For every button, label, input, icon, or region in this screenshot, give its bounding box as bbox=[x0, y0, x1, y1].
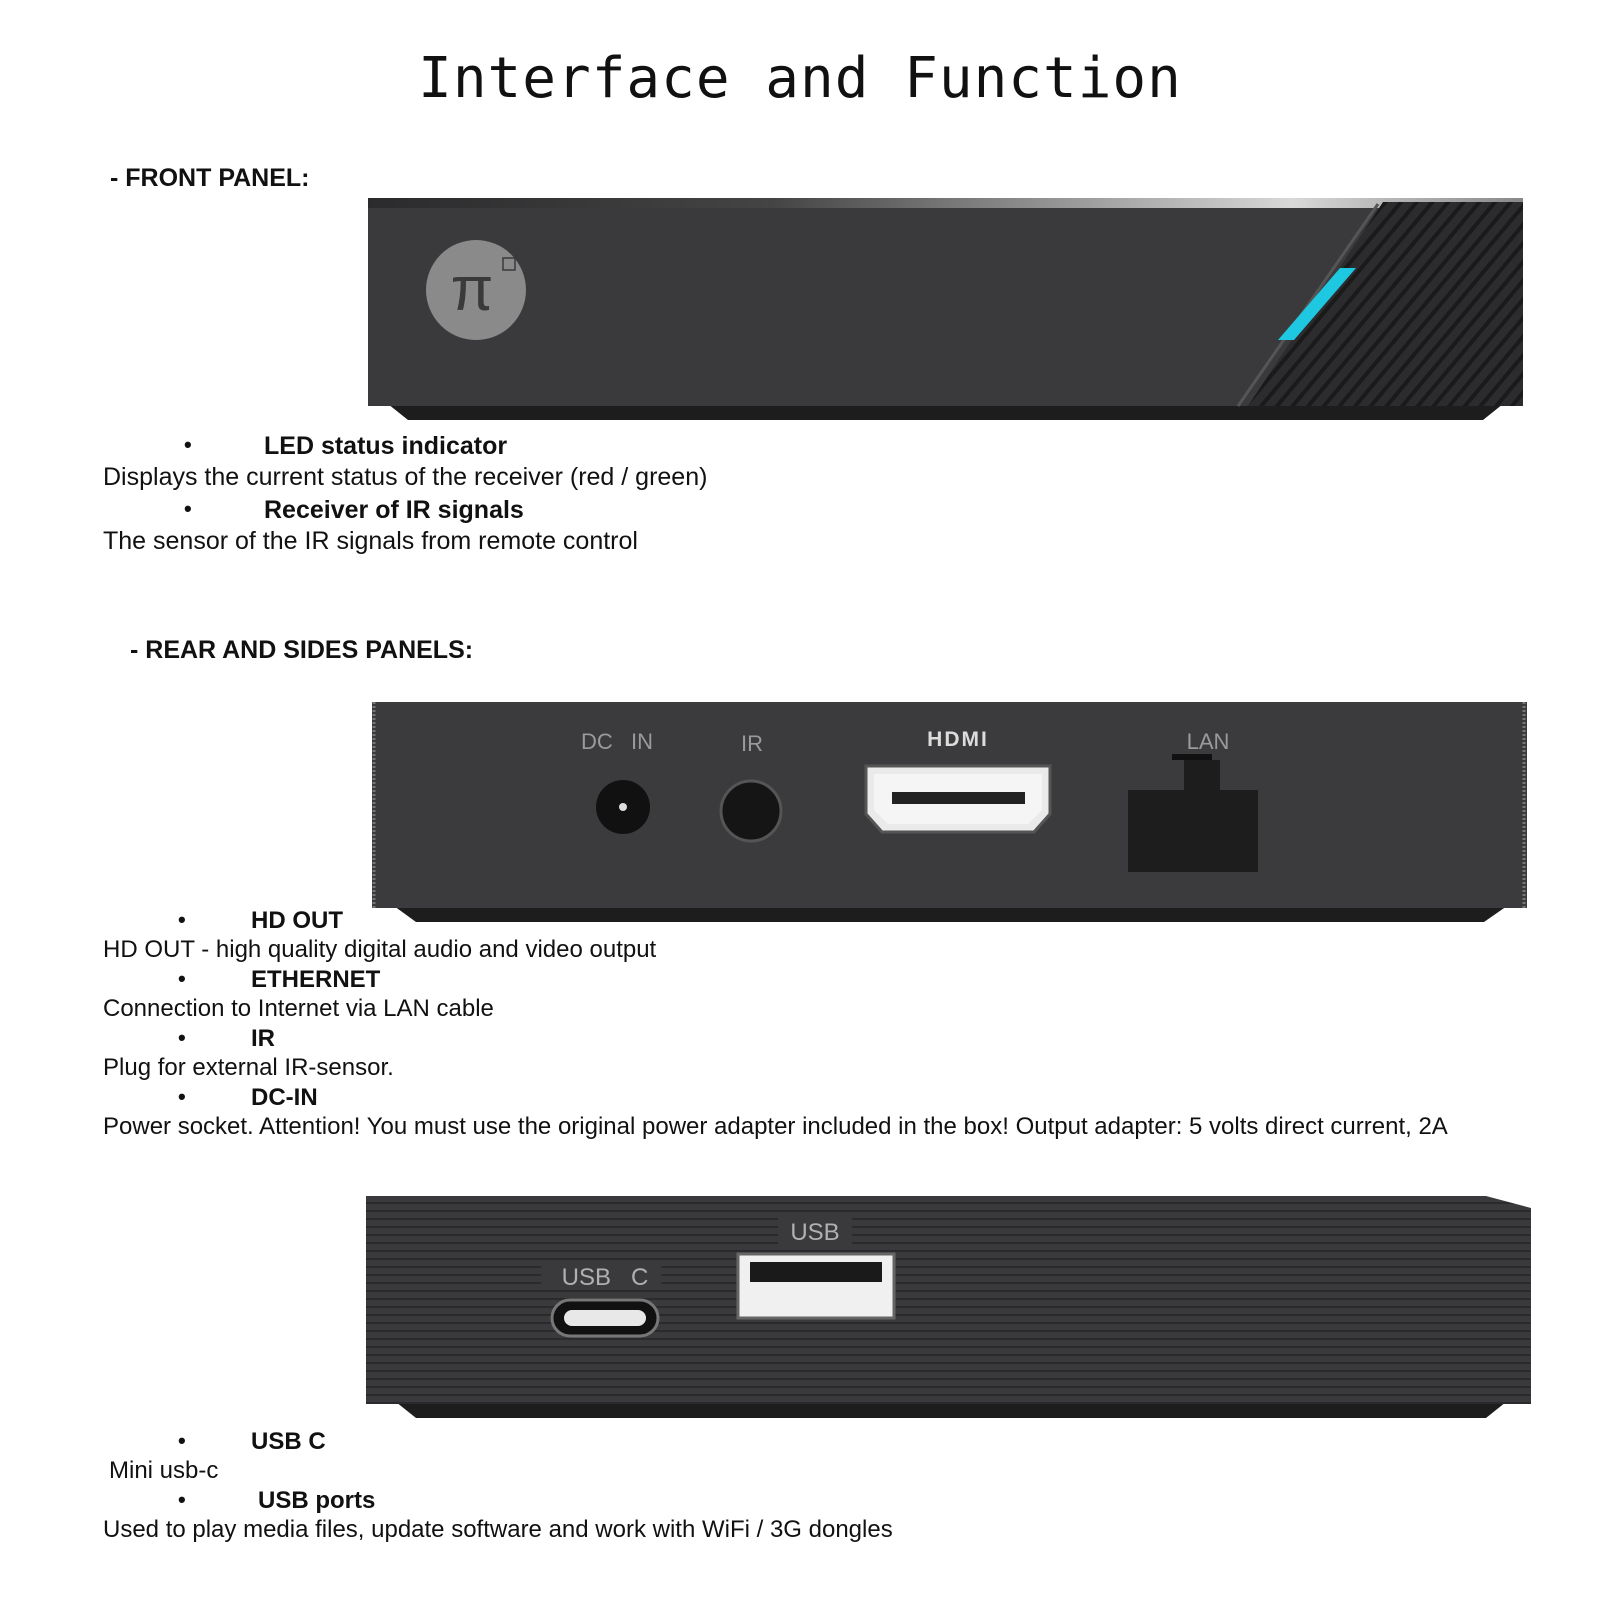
usb-c-label: USB C bbox=[561, 1264, 649, 1291]
usb-port-icon bbox=[738, 1254, 894, 1318]
bullet-icon: • bbox=[184, 432, 192, 457]
usb-c-port-icon bbox=[552, 1300, 658, 1336]
svg-text:π: π bbox=[450, 255, 494, 324]
hdmi-port-icon bbox=[866, 766, 1050, 832]
item-label: DC-IN bbox=[251, 1084, 318, 1111]
item-description: Displays the current status of the receiver (red / green) bbox=[103, 463, 708, 491]
usb-label: USB bbox=[790, 1219, 840, 1246]
bullet-icon: • bbox=[184, 496, 192, 521]
hdmi-label: HDMI bbox=[927, 728, 989, 751]
item-description: Power socket. Attention! You must use the original power adapter included in the box! Output adapter: 5 volts direct current, 2A bbox=[103, 1113, 1448, 1140]
bullet-icon: • bbox=[178, 966, 186, 991]
item-description: HD OUT - high quality digital audio and video output bbox=[103, 936, 657, 963]
item-label: IR bbox=[251, 1025, 275, 1052]
page-title: Interface and Function bbox=[418, 46, 1182, 111]
bullet-icon: • bbox=[178, 1084, 186, 1109]
item-description: The sensor of the IR signals from remote control bbox=[103, 527, 638, 555]
bullet-icon: • bbox=[178, 1487, 186, 1512]
bullet-icon: • bbox=[178, 1025, 186, 1050]
item-description: Connection to Internet via LAN cable bbox=[103, 995, 494, 1022]
item-description: Used to play media files, update software and work with WiFi / 3G dongles bbox=[103, 1516, 893, 1543]
item-description: Mini usb-c bbox=[109, 1457, 219, 1484]
item-label: Receiver of IR signals bbox=[264, 496, 524, 524]
item-description: Plug for external IR-sensor. bbox=[103, 1054, 394, 1081]
lan-label: LAN bbox=[1186, 729, 1230, 754]
rear-panel-heading: - REAR AND SIDES PANELS: bbox=[130, 636, 474, 664]
item-label: HD OUT bbox=[251, 907, 343, 934]
item-label: USB ports bbox=[258, 1487, 376, 1514]
front-panel-heading: - FRONT PANEL: bbox=[110, 164, 310, 192]
rear-panel-image bbox=[372, 702, 1527, 922]
dc-in-label: DC IN bbox=[580, 729, 654, 754]
pi-logo bbox=[426, 240, 526, 340]
ir-port-icon bbox=[721, 781, 781, 841]
bullet-icon: • bbox=[178, 1428, 186, 1453]
bullet-icon: • bbox=[178, 907, 186, 932]
item-label: USB C bbox=[251, 1428, 326, 1455]
dc-in-port-icon bbox=[596, 780, 650, 834]
side-panel-image bbox=[366, 1196, 1531, 1418]
item-label: ETHERNET bbox=[251, 966, 381, 993]
item-label: LED status indicator bbox=[264, 432, 508, 460]
front-panel-image bbox=[368, 198, 1523, 420]
ir-label: IR bbox=[741, 731, 763, 756]
